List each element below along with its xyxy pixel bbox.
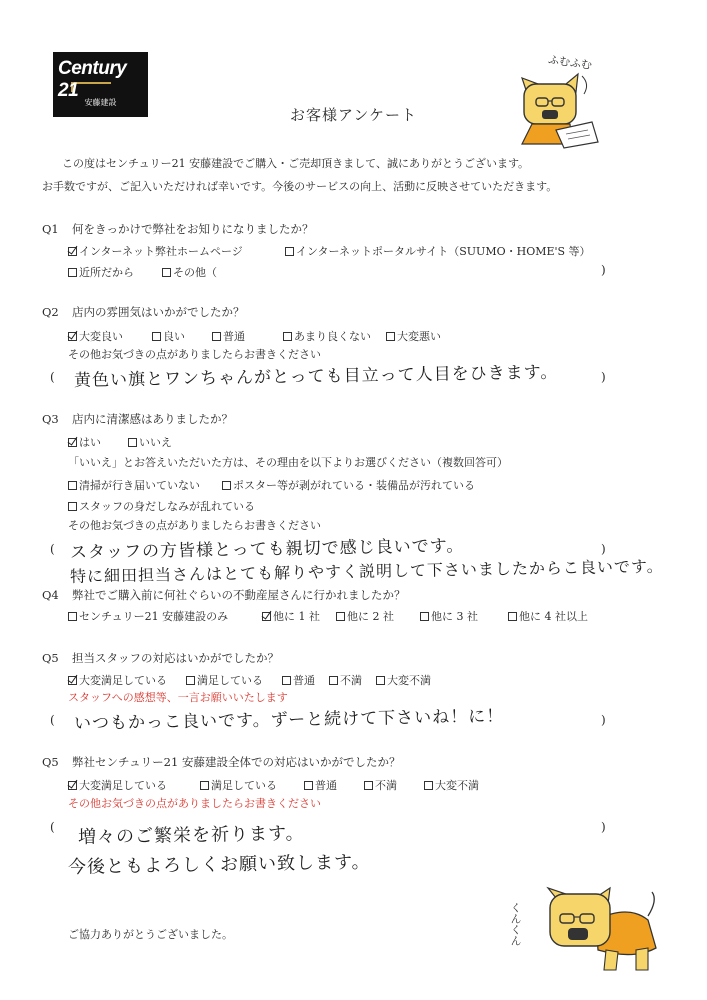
q4-option-one-more[interactable]: 他に 1 社 xyxy=(262,608,320,624)
q1-option-other[interactable]: その他（ xyxy=(162,264,217,280)
checkbox-icon xyxy=(329,676,338,685)
q2-option-very-bad[interactable]: 大変悪い xyxy=(386,328,441,344)
intro-line-1: この度はセンチュリー21 安藤建設でご購入・ご売却頂きまして、誠にありがとうございます。 xyxy=(62,157,530,170)
q5a-number: Q5 xyxy=(42,651,59,665)
checkbox-checked-icon xyxy=(68,676,77,685)
q3-close-paren: ) xyxy=(601,542,606,556)
q4-question: 弊社でご購入前に何社ぐらいの不動産屋さんに行かれましたか？ xyxy=(72,588,406,602)
q4-option-two-more[interactable]: 他に 2 社 xyxy=(336,608,394,624)
q2-close-paren: ) xyxy=(601,370,606,384)
checkbox-icon xyxy=(68,502,77,511)
checkbox-icon xyxy=(283,332,292,341)
q3-reason-cleaning[interactable]: 清掃が行き届いていない xyxy=(68,477,200,493)
q5a-close-paren: ) xyxy=(601,713,606,727)
checkbox-icon xyxy=(420,612,429,621)
q5a-option-dissatisfied[interactable]: 不満 xyxy=(329,672,362,688)
q2-open-paren: ( xyxy=(50,370,55,384)
checkbox-icon xyxy=(152,332,161,341)
q3-handwritten-answer-2: 特に細田担当さんはとても解りやすく説明して下さいましたからこ良いです。 xyxy=(69,556,664,586)
q5b-question: 弊社センチュリー21 安藤建設全体での対応はいかがでしたか？ xyxy=(72,755,401,769)
q1-close-paren: ) xyxy=(601,263,606,277)
q3-open-paren: ( xyxy=(50,542,55,556)
checkbox-icon xyxy=(68,268,77,277)
q5b-option-very-satisfied[interactable]: 大変満足している xyxy=(68,777,167,793)
q5b-handwritten-answer-1: 増々のご繁栄を祈ります。 xyxy=(77,823,305,848)
checkbox-checked-icon xyxy=(68,781,77,790)
q4-option-three-more[interactable]: 他に 3 社 xyxy=(420,608,478,624)
checkbox-checked-icon xyxy=(262,612,271,621)
q1-option-neighborhood[interactable]: 近所だから xyxy=(68,264,134,280)
dog-mascot-icon xyxy=(512,70,602,150)
q5b-option-dissatisfied[interactable]: 不満 xyxy=(364,777,397,793)
q5a-option-normal[interactable]: 普通 xyxy=(282,672,315,688)
q5b-open-paren: ( xyxy=(50,820,55,834)
q1-option-portal[interactable]: インターネットポータルサイト（SUUMO・HOME'S 等） xyxy=(285,243,591,259)
q5b-close-paren: ) xyxy=(601,820,606,834)
q5b-option-satisfied[interactable]: 満足している xyxy=(200,777,277,793)
q2-comment-prompt: その他お気づきの点がありましたらお書きください xyxy=(68,348,321,361)
q5a-comment-prompt: スタッフへの感想等、一言お願いいたします xyxy=(68,691,288,704)
checkbox-icon xyxy=(68,612,77,621)
checkbox-icon xyxy=(212,332,221,341)
checkbox-checked-icon xyxy=(68,332,77,341)
checkbox-icon xyxy=(285,247,294,256)
q5b-comment-prompt: その他お気づきの点がありましたらお書きください xyxy=(68,797,321,810)
logo-brand: Century 21 xyxy=(58,58,127,101)
q4-option-only-us[interactable]: センチュリー21 安藤建設のみ xyxy=(68,608,228,624)
q5a-option-very-dissatisfied[interactable]: 大変不満 xyxy=(376,672,431,688)
q5a-question: 担当スタッフの対応はいかがでしたか？ xyxy=(72,651,279,665)
checkbox-icon xyxy=(222,481,231,490)
q3-reason-prompt: 「いいえ」とお答えいただいた方は、その理由を以下よりお選びください（複数回答可） xyxy=(68,456,508,469)
mascot-reading xyxy=(512,53,602,151)
q3-reason-posters[interactable]: ポスター等が剥がれている・装備品が汚れている xyxy=(222,477,475,493)
q2-option-normal[interactable]: 普通 xyxy=(212,328,245,344)
closing-message: ご協力ありがとうございました。 xyxy=(68,928,233,941)
mascot-top-caption: ふむふむ xyxy=(547,53,593,73)
q5a-handwritten-answer: いつもかっこ良いです。ずーと続けて下さいね！に！ xyxy=(73,706,505,734)
q5a-option-very-satisfied[interactable]: 大変満足している xyxy=(68,672,167,688)
q5a-option-satisfied[interactable]: 満足している xyxy=(186,672,263,688)
checkbox-icon xyxy=(386,332,395,341)
q5b-handwritten-answer-2: 今後ともよろしくお願い致します。 xyxy=(67,851,371,878)
checkbox-icon xyxy=(282,676,291,685)
logo-company: 安藤建設 xyxy=(84,98,117,107)
q2-number: Q2 xyxy=(42,305,59,319)
q3-question: 店内に清潔感はありましたか？ xyxy=(72,412,233,426)
q4-number: Q4 xyxy=(42,588,59,602)
q1-number: Q1 xyxy=(42,222,59,236)
mascot-bottom-caption: くんくん xyxy=(509,902,522,946)
checkbox-icon xyxy=(186,676,195,685)
checkbox-icon xyxy=(364,781,373,790)
q2-question: 店内の雰囲気はいかがでしたか？ xyxy=(72,305,245,319)
mascot-sniffing xyxy=(508,884,668,976)
q1-option-homepage[interactable]: インターネット弊社ホームページ xyxy=(68,243,243,259)
checkbox-icon xyxy=(424,781,433,790)
checkbox-icon xyxy=(304,781,313,790)
q5a-open-paren: ( xyxy=(50,713,55,727)
q2-option-very-good[interactable]: 大変良い xyxy=(68,328,123,344)
intro-line-2: お手数ですが、ご記入いただければ幸いです。今後のサービスの向上、活動に反映させていただきます。 xyxy=(42,180,558,193)
checkbox-icon xyxy=(162,268,171,277)
checkbox-icon xyxy=(200,781,209,790)
checkbox-icon xyxy=(336,612,345,621)
checkbox-checked-icon xyxy=(68,247,77,256)
q4-option-four-plus[interactable]: 他に 4 社以上 xyxy=(508,608,588,624)
q3-reason-appearance[interactable]: スタッフの身だしなみが乱れている xyxy=(68,498,255,514)
checkbox-icon xyxy=(128,438,137,447)
checkbox-icon xyxy=(376,676,385,685)
q5b-option-very-dissatisfied[interactable]: 大変不満 xyxy=(424,777,479,793)
q3-number: Q3 xyxy=(42,412,59,426)
checkbox-icon xyxy=(508,612,517,621)
q3-comment-prompt: その他お気づきの点がありましたらお書きください xyxy=(68,519,321,532)
q3-option-yes[interactable]: はい xyxy=(68,434,101,450)
page-title: お客様アンケート xyxy=(289,106,418,124)
checkbox-checked-icon xyxy=(68,438,77,447)
q5b-number: Q5 xyxy=(42,755,59,769)
dog-sniffing-icon xyxy=(536,886,666,974)
checkbox-icon xyxy=(68,481,77,490)
q3-option-no[interactable]: いいえ xyxy=(128,434,172,450)
q2-handwritten-answer: 黄色い旗とワンちゃんがとっても目立って人目をひきます。 xyxy=(73,362,559,391)
q3-handwritten-answer-1: スタッフの方皆様とっても親切で感じ良いです。 xyxy=(69,536,465,563)
q2-option-good[interactable]: 良い xyxy=(152,328,185,344)
q1-question: 何をきっかけで弊社をお知りになりましたか？ xyxy=(72,222,314,236)
q5b-option-normal[interactable]: 普通 xyxy=(304,777,337,793)
q2-option-not-good[interactable]: あまり良くない xyxy=(283,328,371,344)
